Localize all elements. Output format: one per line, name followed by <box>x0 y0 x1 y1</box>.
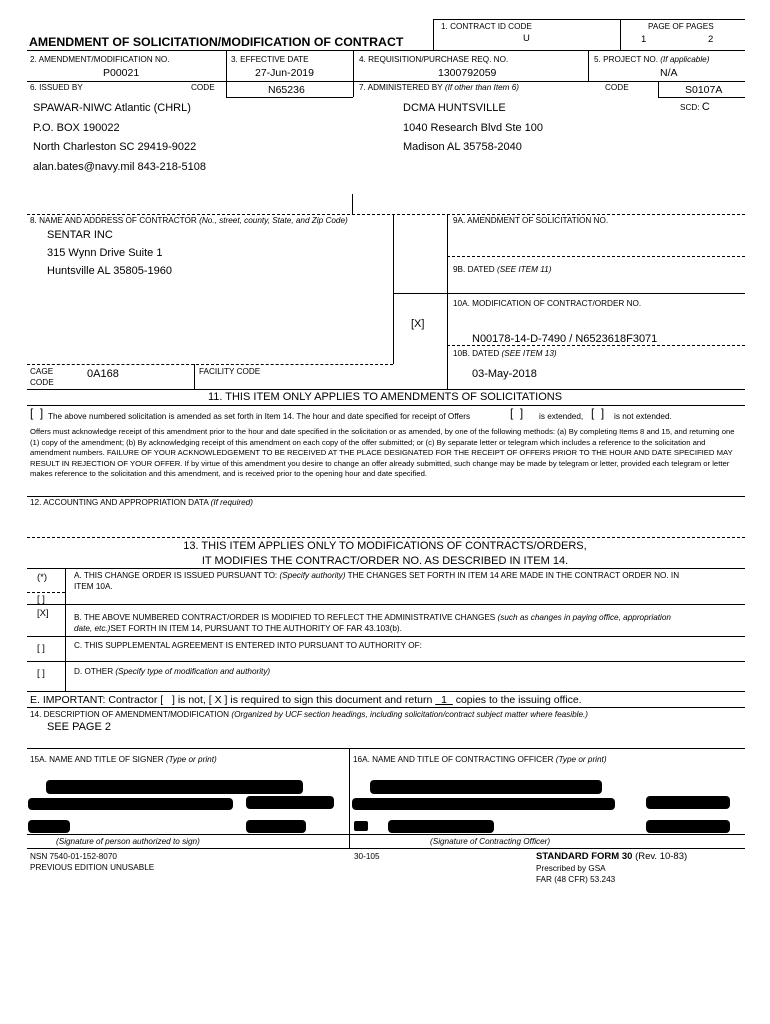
item10b-label: 10B. DATED (SEE ITEM 13) <box>453 349 557 358</box>
contractor-line-3: Huntsville AL 35805-1960 <box>47 265 172 277</box>
redaction-officer-date-2 <box>646 820 730 833</box>
item11-line1a: The above numbered solicitation is amended as set forth in Item 14. The hour and date specified for receipt of Offers <box>48 412 471 421</box>
total-pages: 2 <box>708 34 714 45</box>
item13a-mark: (*) <box>37 572 48 583</box>
nsn: NSN 7540-01-152-8070 <box>30 852 117 861</box>
standard-form: STANDARD FORM 30 (Rev. 10-83) <box>536 851 688 862</box>
form-title: AMENDMENT OF SOLICITATION/MODIFICATION OF CONTRACT <box>29 35 404 49</box>
item12-label: 12. ACCOUNTING AND APPROPRIATION DATA (If required) <box>30 498 253 507</box>
item10a-value: N00178-14-D-7490 / N6523618F3071 <box>472 333 658 345</box>
contractor-line-2: 315 Wynn Drive Suite 1 <box>47 247 163 259</box>
cage-label-1: CAGE <box>30 367 54 376</box>
redaction-officer-sig-2 <box>388 820 494 833</box>
item13b-text: B. THE ABOVE NUMBERED CONTRACT/ORDER IS MODIFIED TO REFLECT THE ADMINISTRATIVE CHANGES (such as changes in paying office, appropriation <box>74 613 671 622</box>
contract-id-value: U <box>523 33 530 44</box>
item13d-text: D. OTHER (Specify type of modification and authority) <box>74 667 271 676</box>
admin-code-value: S0107A <box>685 84 723 96</box>
officer-signature-label: (Signature of Contracting Officer) <box>430 837 551 846</box>
item15a-label: 15A. NAME AND TITLE OF SIGNER (Type or print) <box>30 755 217 764</box>
item11-bracket-2: [ ] <box>510 406 524 420</box>
redaction-signer-sig <box>28 798 233 810</box>
redaction-signer-date-2 <box>246 820 306 833</box>
item13c-mark: [ ] <box>37 643 45 654</box>
item16a-label: 16A. NAME AND TITLE OF CONTRACTING OFFICER (Type or print) <box>353 755 607 764</box>
item13d-mark: [ ] <box>37 668 45 679</box>
item14-value: SEE PAGE 2 <box>47 721 111 733</box>
item14-label: 14. DESCRIPTION OF AMENDMENT/MODIFICATION (Organized by UCF section headings, including solicitation/contract subject matter where feasible.) <box>30 710 589 719</box>
far-reference: FAR (48 CFR) 53.243 <box>536 875 616 884</box>
issued-by-label: 6. ISSUED BY <box>30 83 83 92</box>
project-no-label: 5. PROJECT NO. (If applicable) <box>594 55 710 64</box>
issued-code-value: N65236 <box>268 84 305 96</box>
previous-edition: PREVIOUS EDITION UNUSABLE <box>30 863 155 872</box>
issuer-line-4: alan.bates@navy.mil 843-218-5108 <box>33 161 207 173</box>
issuer-line-1: SPAWAR-NIWC Atlantic (CHRL) <box>33 102 191 114</box>
item11-line1b: is extended, <box>539 412 584 421</box>
contractor-label: 8. NAME AND ADDRESS OF CONTRACTOR (No., street, county, State, and Zip Code) <box>30 216 348 225</box>
item13-blank-mark: [ ] <box>37 594 45 605</box>
scd: SCD: C <box>680 101 710 113</box>
cage-label-2: CODE <box>30 378 54 387</box>
item13-heading-2: IT MODIFIES THE CONTRACT/ORDER NO. AS DESCRIBED IN ITEM 14. <box>201 555 569 567</box>
project-no-value: N/A <box>660 67 678 79</box>
admin-line-1: DCMA HUNTSVILLE <box>403 102 506 114</box>
item13-heading-1: 13. THIS ITEM APPLIES ONLY TO MODIFICATIONS OF CONTRACTS/ORDERS, <box>183 540 587 552</box>
item10-check: [X] <box>411 318 425 330</box>
item13c-text: C. THIS SUPPLEMENTAL AGREEMENT IS ENTERED INTO PURSUANT TO AUTHORITY OF: <box>74 641 422 650</box>
redaction-officer-by <box>354 821 368 831</box>
requisition-value: 1300792059 <box>438 67 497 79</box>
redaction-signer-name <box>46 780 303 794</box>
item11-instructions: Offers must acknowledge receipt of this amendment prior to the hour and date specified in the solicitation or as amended, by one of the following methods: (a) By completing Items 8 and 15, and returning one (1) copy of the amendment; (b) By acknowledging receipt of this amendment on each copy of the offer submitted; or (c) By separate letter or telegram which includes a reference to the solicitation and amendment numbers. FAILURE OF YOUR ACKNOWLEDGEMENT TO BE RECEIVED AT THE PLACE DESIGNATED FOR THE RECEIPT OF OFFERS PRIOR TO THE HOUR AND DATE SPECIFIED MAY RESULT IN REJECTION OF YOUR OFFER. If by virtue of this amendment you desire to change an offer already submitted, such change may be made by telegram or letter, provided each telegram or letter makes reference to the solicitation and this amendment, and is received prior to the opening hour and date specified. <box>30 427 735 478</box>
redaction-signer-date <box>246 796 334 809</box>
issuer-line-2: P.O. BOX 190022 <box>33 122 120 134</box>
item-e-statement: E. IMPORTANT: Contractor [ ] is not, [ X ] is required to sign this document and return 1 copies to the issuing office. <box>30 694 582 706</box>
item11-bracket-3: [ ] <box>591 406 605 420</box>
requisition-label: 4. REQUISITION/PURCHASE REQ. NO. <box>359 55 509 64</box>
item10b-value: 03-May-2018 <box>472 368 537 380</box>
contractor-line-1: SENTAR INC <box>47 229 113 241</box>
redaction-officer-name <box>370 780 602 794</box>
effective-date-label: 3. EFFECTIVE DATE <box>231 55 309 64</box>
form-code: 30-105 <box>354 852 380 861</box>
contract-id-label: 1. CONTRACT ID CODE <box>441 22 532 31</box>
item9b-label: 9B. DATED (SEE ITEM 11) <box>453 265 552 274</box>
effective-date-value: 27-Jun-2019 <box>255 67 314 79</box>
item13b-mark: [X] <box>37 608 49 619</box>
admin-line-2: 1040 Research Blvd Ste 100 <box>403 122 544 134</box>
item13b-text-2: date, etc.)SET FORTH IN ITEM 14, PURSUANT TO THE AUTHORITY OF FAR 43.103(b). <box>74 624 402 633</box>
cage-value: 0A168 <box>87 368 119 380</box>
item11-heading: 11. THIS ITEM ONLY APPLIES TO AMENDMENTS OF SOLICITATIONS <box>207 391 563 403</box>
redaction-officer-date <box>646 796 730 809</box>
administered-by-label: 7. ADMINISTERED BY (If other than Item 6) <box>359 83 520 92</box>
item10a-label: 10A. MODIFICATION OF CONTRACT/ORDER NO. <box>453 299 642 308</box>
item13a-text-2: ITEM 10A. <box>74 582 113 591</box>
redaction-officer-sig <box>352 798 615 810</box>
issued-code-label: CODE <box>191 83 215 92</box>
item9a-label: 9A. AMENDMENT OF SOLICITATION NO. <box>453 216 609 225</box>
page-number: 1 <box>641 34 647 45</box>
redaction-signer-by <box>28 820 70 833</box>
admin-code-label: CODE <box>605 83 629 92</box>
amendment-no-value: P00021 <box>103 67 140 79</box>
facility-code-label: FACILITY CODE <box>199 367 261 376</box>
item13a-text: A. THIS CHANGE ORDER IS ISSUED PURSUANT TO: (Specify authority) THE CHANGES SET FORTH IN ITEM 14 ARE MADE IN THE CONTRACT ORDER NO. IN <box>74 571 680 580</box>
item11-bracket-1: [ ] <box>30 406 44 420</box>
admin-line-3: Madison AL 35758-2040 <box>403 141 522 153</box>
amendment-no-label: 2. AMENDMENT/MODIFICATION NO. <box>30 55 170 64</box>
signer-signature-label: (Signature of person authorized to sign) <box>56 837 200 846</box>
issuer-line-3: North Charleston SC 29419-9022 <box>33 141 197 153</box>
page-of-pages-label: PAGE OF PAGES <box>648 22 714 31</box>
prescribed-by: Prescribed by GSA <box>536 864 606 873</box>
item11-line1c: is not extended. <box>614 412 672 421</box>
